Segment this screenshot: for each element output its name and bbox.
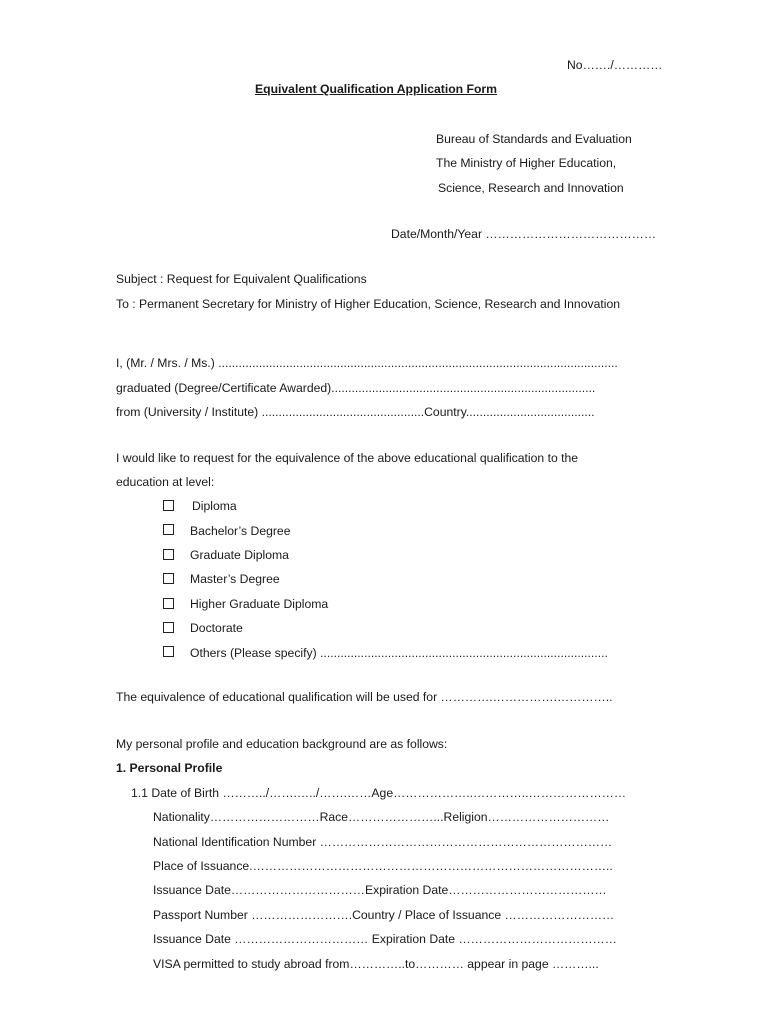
section-heading-personal-profile: 1. Personal Profile: [116, 761, 223, 775]
checkbox-higher-graduate-diploma[interactable]: [163, 598, 174, 609]
checkbox-diploma[interactable]: [163, 500, 174, 511]
checkbox-masters-degree[interactable]: [163, 573, 174, 584]
checkbox-doctorate[interactable]: [163, 622, 174, 633]
checkbox-others[interactable]: [163, 646, 174, 657]
nationality-line: Nationality………………………Race…………………...Religion…………………………: [153, 810, 610, 824]
level-label-diploma: Diploma: [192, 499, 237, 513]
level-label-masters-degree: Master’s Degree: [190, 572, 280, 586]
document-number: No……./…………: [567, 58, 663, 72]
to-line: To : Permanent Secretary for Ministry of Higher Education, Science, Research and Innovation: [116, 297, 621, 311]
level-label-bachelors-degree: Bachelor’s Degree: [190, 524, 291, 538]
date-of-birth-line: 1.1 Date of Birth ………../…….…../…….……Age………………..…………..……………………: [131, 786, 627, 800]
place-of-issuance-line: Place of Issuance.……………………………………………………………………………..: [153, 859, 613, 873]
date-line: Date/Month/Year ……………………………………: [391, 227, 657, 241]
graduated-line: graduated (Degree/Certificate Awarded)..............................................................................: [116, 381, 596, 395]
level-label-others: Others (Please specify) .....................................................................................: [190, 646, 608, 660]
checkbox-graduate-diploma[interactable]: [163, 549, 174, 560]
checkbox-bachelors-degree[interactable]: [163, 524, 174, 535]
addressee-line-3: Science, Research and Innovation: [438, 181, 624, 195]
level-label-graduate-diploma: Graduate Diploma: [190, 548, 289, 562]
subject-line: Subject : Request for Equivalent Qualifications: [116, 272, 367, 286]
addressee-line-2: The Ministry of Higher Education,: [436, 156, 617, 170]
addressee-line-1: Bureau of Standards and Evaluation: [436, 132, 632, 146]
page-title: Equivalent Qualification Application Form: [255, 82, 497, 96]
passport-number-line: Passport Number …………………….Country / Place of Issuance ………………………: [153, 908, 615, 922]
level-label-higher-graduate-diploma: Higher Graduate Diploma: [190, 597, 329, 611]
applicant-name-line: I, (Mr. / Mrs. / Ms.) ......................................................................................................................: [116, 356, 618, 370]
university-line: from (University / Institute) ................................................Country......................................: [116, 405, 595, 419]
issuance-expiration-line-1: Issuance Date……………………………Expiration Date…………………………………: [153, 883, 607, 897]
profile-intro: My personal profile and education background are as follows:: [116, 737, 448, 751]
request-paragraph-line-2: education at level:: [116, 475, 215, 489]
national-id-line: National Identification Number ………………………………………………………………: [153, 835, 613, 849]
visa-line: VISA permitted to study abroad from…………..to………… appear in page ………...: [153, 957, 599, 971]
usage-line: The equivalence of educational qualification will be used for ………….…………….…………..: [116, 690, 613, 704]
issuance-expiration-line-2: Issuance Date …………………………… Expiration Date …………………………………: [153, 932, 617, 946]
request-paragraph-line-1: I would like to request for the equivalence of the above educational qualification to the: [116, 451, 579, 465]
level-label-doctorate: Doctorate: [190, 621, 243, 635]
